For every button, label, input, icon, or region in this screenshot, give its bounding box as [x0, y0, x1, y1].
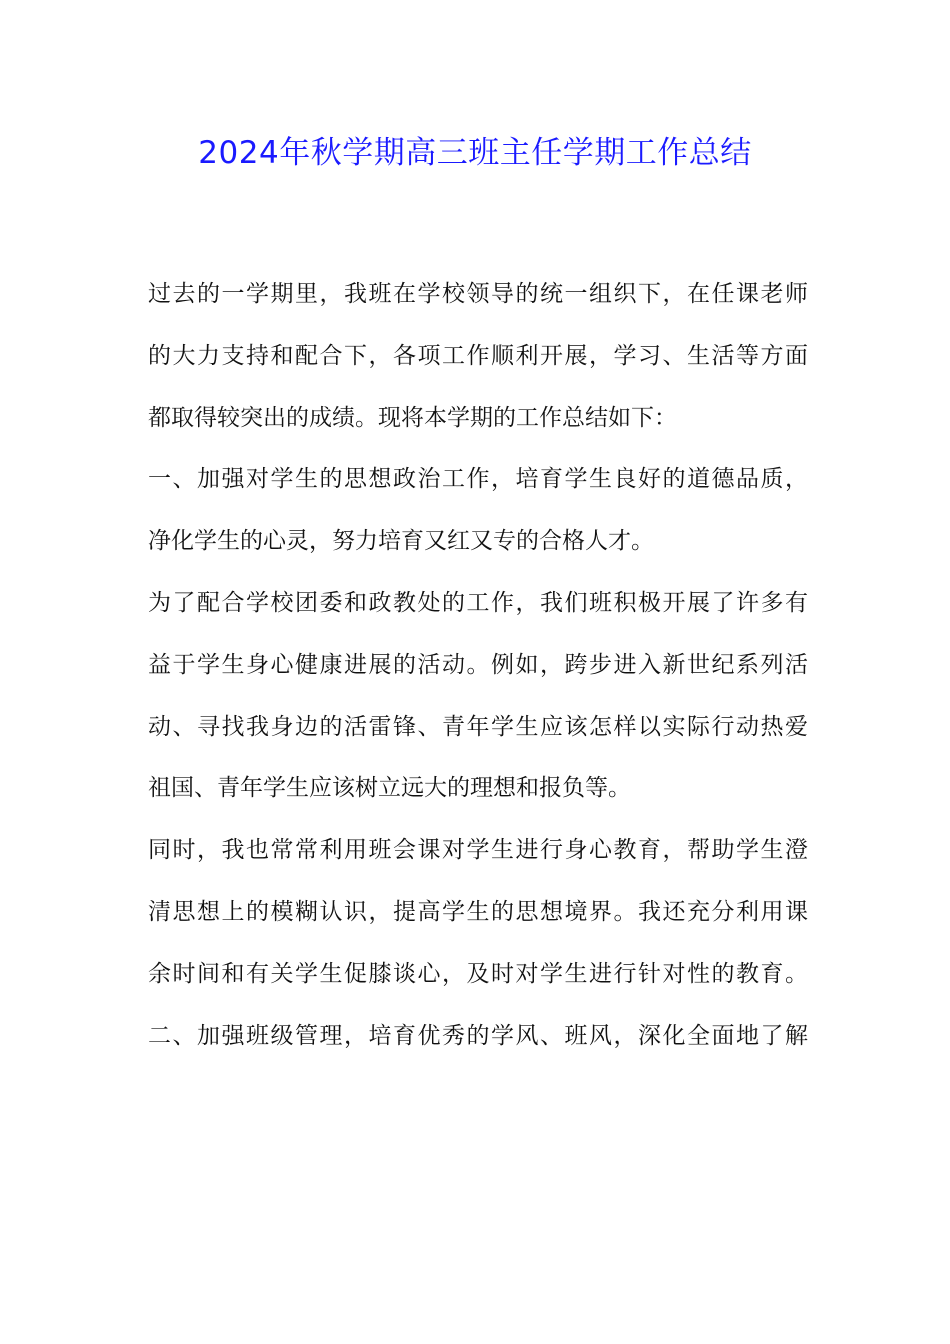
body-line: 为了配合学校团委和政教处的工作，我们班积极开展了许多有 — [148, 589, 808, 616]
document-title: 2024年秋学期高三班主任学期工作总结 — [198, 135, 752, 171]
body-line: 过去的一学期里，我班在学校领导的统一组织下，在任课老师 — [148, 281, 808, 307]
body-line: 益于学生身心健康进展的活动。例如，跨步进入新世纪系列活 — [148, 651, 808, 678]
body-line: 余时间和有关学生促膝谈心，及时对学生进行针对性的教育。 — [148, 960, 808, 987]
body-line: 一、加强对学生的思想政治工作，培育学生良好的道德品质， — [148, 466, 808, 493]
body-line: 同时，我也常常利用班会课对学生进行身心教育，帮助学生澄 — [148, 837, 808, 864]
body-line: 净化学生的心灵，努力培育又红又专的合格人才。 — [148, 528, 654, 555]
body-line: 都取得较突出的成绩。现将本学期的工作总结如下： — [148, 404, 677, 431]
body-line: 二、加强班级管理，培育优秀的学风、班风，深化全面地了解 — [148, 1022, 808, 1049]
document-body — [148, 264, 808, 1067]
body-line: 动、寻找我身边的活雷锋、青年学生应该怎样以实际行动热爱 — [148, 713, 808, 740]
body-line: 的大力支持和配合下，各项工作顺利开展，学习、生活等方面 — [148, 342, 808, 369]
body-line: 祖国、青年学生应该树立远大的理想和报负等。 — [148, 775, 631, 802]
body-line: 清思想上的模糊认识，提高学生的思想境界。我还充分利用课 — [148, 898, 808, 925]
